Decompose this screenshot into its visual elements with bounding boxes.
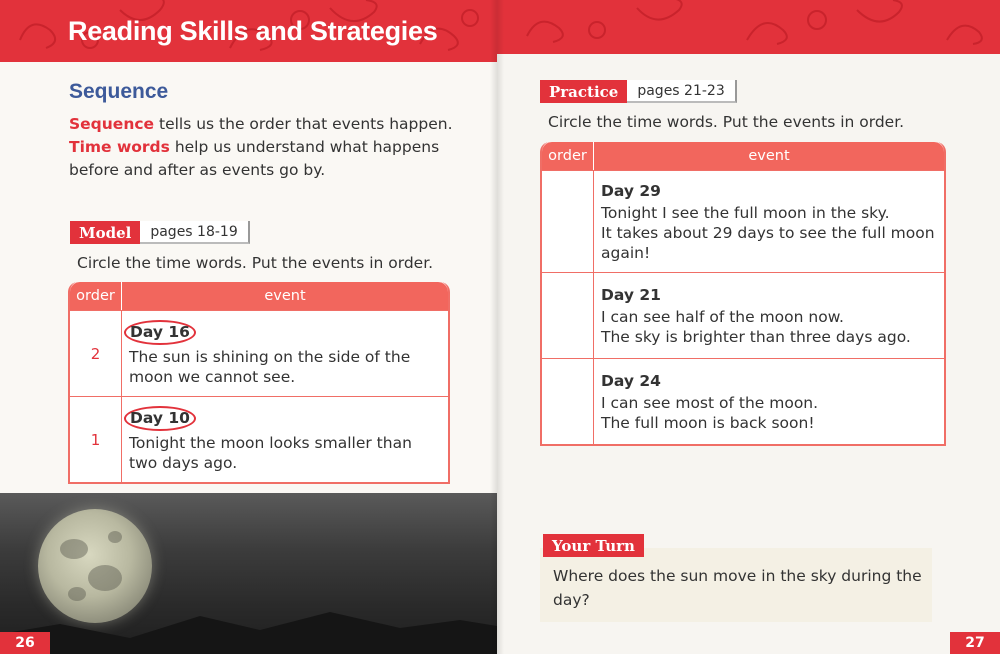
event-line-1: Tonight I see the full moon in the sky. [601, 203, 890, 222]
event-header: event [122, 282, 448, 310]
order-cell-empty[interactable] [542, 272, 594, 358]
event-line-2: The sky is brighter than three days ago. [601, 327, 911, 346]
book-spine [490, 0, 504, 654]
event-cell [594, 358, 944, 444]
your-turn-tag [543, 534, 644, 557]
order-cell: 1 [70, 396, 122, 482]
mountains-silhouette [0, 594, 497, 654]
practice-pages: pages 21-23 [627, 80, 736, 103]
time-word-circled: Day 16 [124, 320, 196, 345]
order-cell-empty[interactable] [542, 170, 594, 272]
table-row [542, 358, 944, 444]
section-title: Sequence [69, 80, 169, 103]
time-word[interactable]: Day 29 [601, 181, 661, 200]
model-instruction: Circle the time words. Put the events in order. [77, 254, 434, 272]
event-cell [122, 310, 448, 396]
term-sequence: Sequence [69, 115, 155, 133]
term-time-words: Time words [69, 138, 170, 156]
page-number-right: 27 [950, 632, 1000, 654]
swirl-pattern-icon [497, 0, 1000, 54]
header-banner-left [0, 0, 497, 62]
model-label: Model [70, 221, 140, 244]
intro-text-2: help us understand what happens before and after as events go by. [69, 138, 440, 179]
time-word-circled: Day 10 [124, 406, 196, 431]
model-tag [70, 221, 250, 244]
event-cell [594, 272, 944, 358]
event-line-1: I can see half of the moon now. [601, 307, 844, 326]
event-line-1: I can see most of the moon. [601, 393, 819, 412]
table-row [70, 396, 448, 482]
moon-photo [0, 493, 497, 654]
order-cell-empty[interactable] [542, 358, 594, 444]
event-cell [594, 170, 944, 272]
your-turn-question: Where does the sun move in the sky during the day? [553, 567, 922, 609]
page-number-left: 26 [0, 632, 50, 654]
event-line-2: It takes about 29 days to see the full moon again! [601, 223, 935, 262]
practice-instruction: Circle the time words. Put the events in order. [548, 113, 905, 131]
practice-tag [540, 80, 737, 103]
model-table [68, 282, 450, 484]
table-row [542, 272, 944, 358]
model-pages: pages 18-19 [140, 221, 249, 244]
page-title: Reading Skills and Strategies [68, 16, 438, 46]
intro-text-1: tells us the order that events happen. [154, 115, 453, 133]
intro-paragraph [69, 113, 479, 182]
event-text: Tonight the moon looks smaller than two days ago. [129, 434, 412, 472]
time-word[interactable]: Day 21 [601, 285, 661, 304]
event-text: The sun is shining on the side of the moon we cannot see. [129, 348, 411, 386]
time-word[interactable]: Day 24 [601, 371, 661, 390]
your-turn-label: Your Turn [543, 534, 644, 557]
order-header: order [70, 282, 122, 310]
table-row [70, 310, 448, 396]
header-banner-right [497, 0, 1000, 54]
practice-table [540, 142, 946, 446]
event-cell [122, 396, 448, 482]
table-row [542, 170, 944, 272]
event-header: event [594, 142, 944, 170]
order-header: order [542, 142, 594, 170]
event-line-2: The full moon is back soon! [601, 413, 815, 432]
order-cell: 2 [70, 310, 122, 396]
left-page [0, 0, 497, 654]
practice-label: Practice [540, 80, 627, 103]
